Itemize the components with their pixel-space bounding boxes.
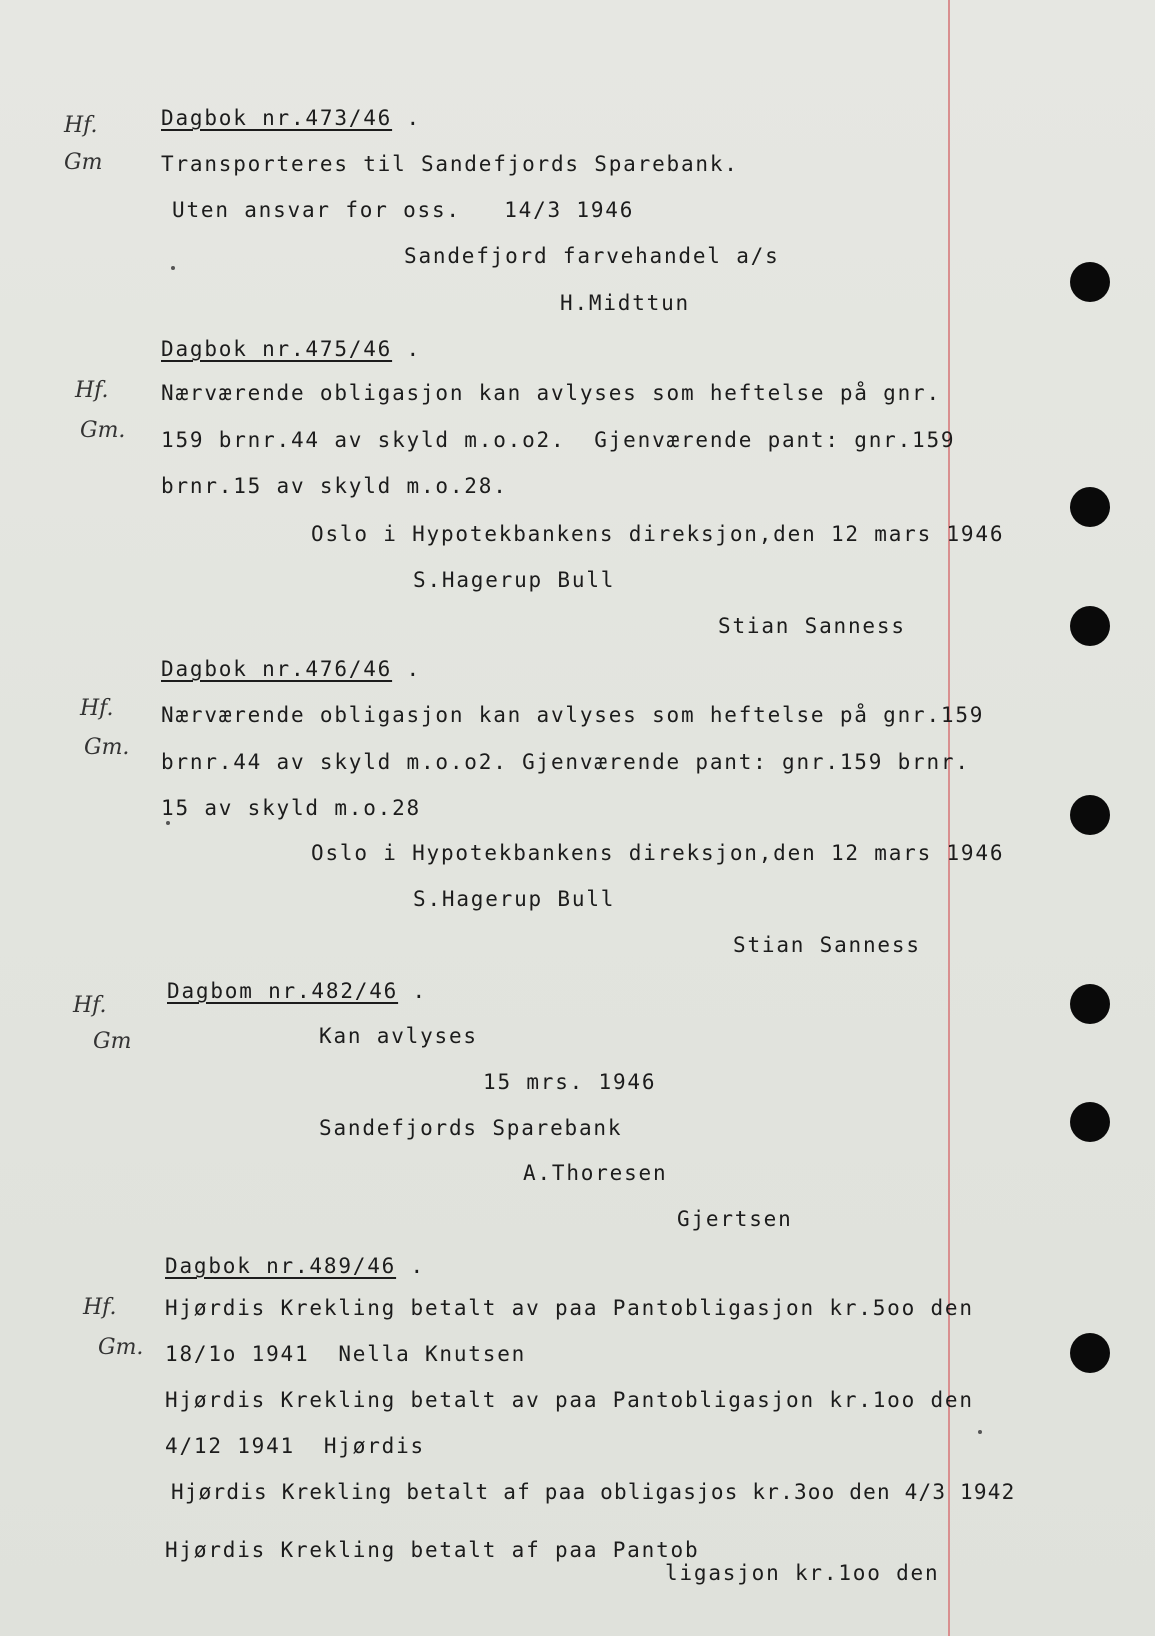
entry-line: 15 av skyld m.o.28 (161, 796, 421, 820)
margin-initials: Gm. (84, 735, 130, 760)
punch-hole (1070, 606, 1110, 646)
ink-dot (166, 821, 170, 825)
entry-heading: Dagbok nr.473/46 . (161, 106, 421, 130)
signature: A.Thoresen (523, 1161, 668, 1185)
ink-dot (978, 1430, 982, 1434)
signature: H.Midttun (560, 291, 690, 315)
punch-hole (1070, 795, 1110, 835)
entry-line: Hjørdis Krekling betalt av paa Pantobligasjon kr.5oo den (165, 1296, 974, 1320)
entry-line: ligasjon kr.1oo den (665, 1561, 940, 1585)
signature: Stian Sanness (733, 933, 921, 957)
entry-line: Nærværende obligasjon kan avlyses som heftelse på gnr. (161, 381, 941, 405)
punch-hole (1070, 262, 1110, 302)
signature: S.Hagerup Bull (413, 568, 616, 592)
entry-line: Oslo i Hypotekbankens direksjon,den 12 mars 1946 (311, 841, 1005, 865)
entry-line: brnr.15 av skyld m.o.28. (161, 474, 508, 498)
entry-heading: Dagbok nr.489/46 . (165, 1254, 425, 1278)
punch-hole (1070, 984, 1110, 1024)
margin-initials: Gm. (98, 1335, 144, 1360)
ink-dot (171, 266, 175, 270)
margin-initials: Gm. (80, 418, 126, 443)
margin-initials: Hf. (64, 113, 98, 138)
margin-initials: Hf. (73, 993, 107, 1018)
margin-initials: Hf. (80, 696, 114, 721)
entry-line: brnr.44 av skyld m.o.o2. Gjenværende pant: gnr.159 brnr. (161, 750, 970, 774)
margin-initials: Hf. (83, 1295, 117, 1320)
entry-line: Transporteres til Sandefjords Sparebank. (161, 152, 739, 176)
entry-heading: Dagbok nr.475/46 . (161, 337, 421, 361)
signature: Gjertsen (677, 1207, 793, 1231)
entry-line: Hjørdis Krekling betalt av paa Pantobligasjon kr.1oo den (165, 1388, 974, 1412)
margin-initials: Gm (93, 1029, 132, 1054)
entry-line: Sandefjord farvehandel a/s (404, 244, 780, 268)
punch-hole (1070, 1102, 1110, 1142)
entry-heading: Dagbok nr.476/46 . (161, 657, 421, 681)
signature: Stian Sanness (718, 614, 906, 638)
entry-line: Kan avlyses (319, 1024, 478, 1048)
entry-line: Uten ansvar for oss. 14/3 1946 (172, 198, 635, 222)
entry-line: Hjørdis Krekling betalt af paa Pantob (165, 1538, 700, 1562)
entry-line: 15 mrs. 1946 (483, 1070, 657, 1094)
margin-initials: Gm (64, 150, 103, 175)
entry-line: 4/12 1941 Hjørdis (165, 1434, 425, 1458)
entry-line: Sandefjords Sparebank (319, 1116, 623, 1140)
entry-line: Nærværende obligasjon kan avlyses som heftelse på gnr.159 (161, 703, 985, 727)
entry-line: Oslo i Hypotekbankens direksjon,den 12 mars 1946 (311, 522, 1005, 546)
margin-initials: Hf. (75, 378, 109, 403)
punch-hole (1070, 487, 1110, 527)
entry-heading: Dagbom nr.482/46 . (167, 979, 427, 1003)
entry-line: 18/1o 1941 Nella Knutsen (165, 1342, 527, 1366)
entry-line: Hjørdis Krekling betalt af paa obligasjos kr.3oo den 4/3 1942 (171, 1480, 1016, 1504)
entry-line: 159 brnr.44 av skyld m.o.o2. Gjenværende pant: gnr.159 (161, 428, 956, 452)
punch-hole (1070, 1333, 1110, 1373)
signature: S.Hagerup Bull (413, 887, 616, 911)
